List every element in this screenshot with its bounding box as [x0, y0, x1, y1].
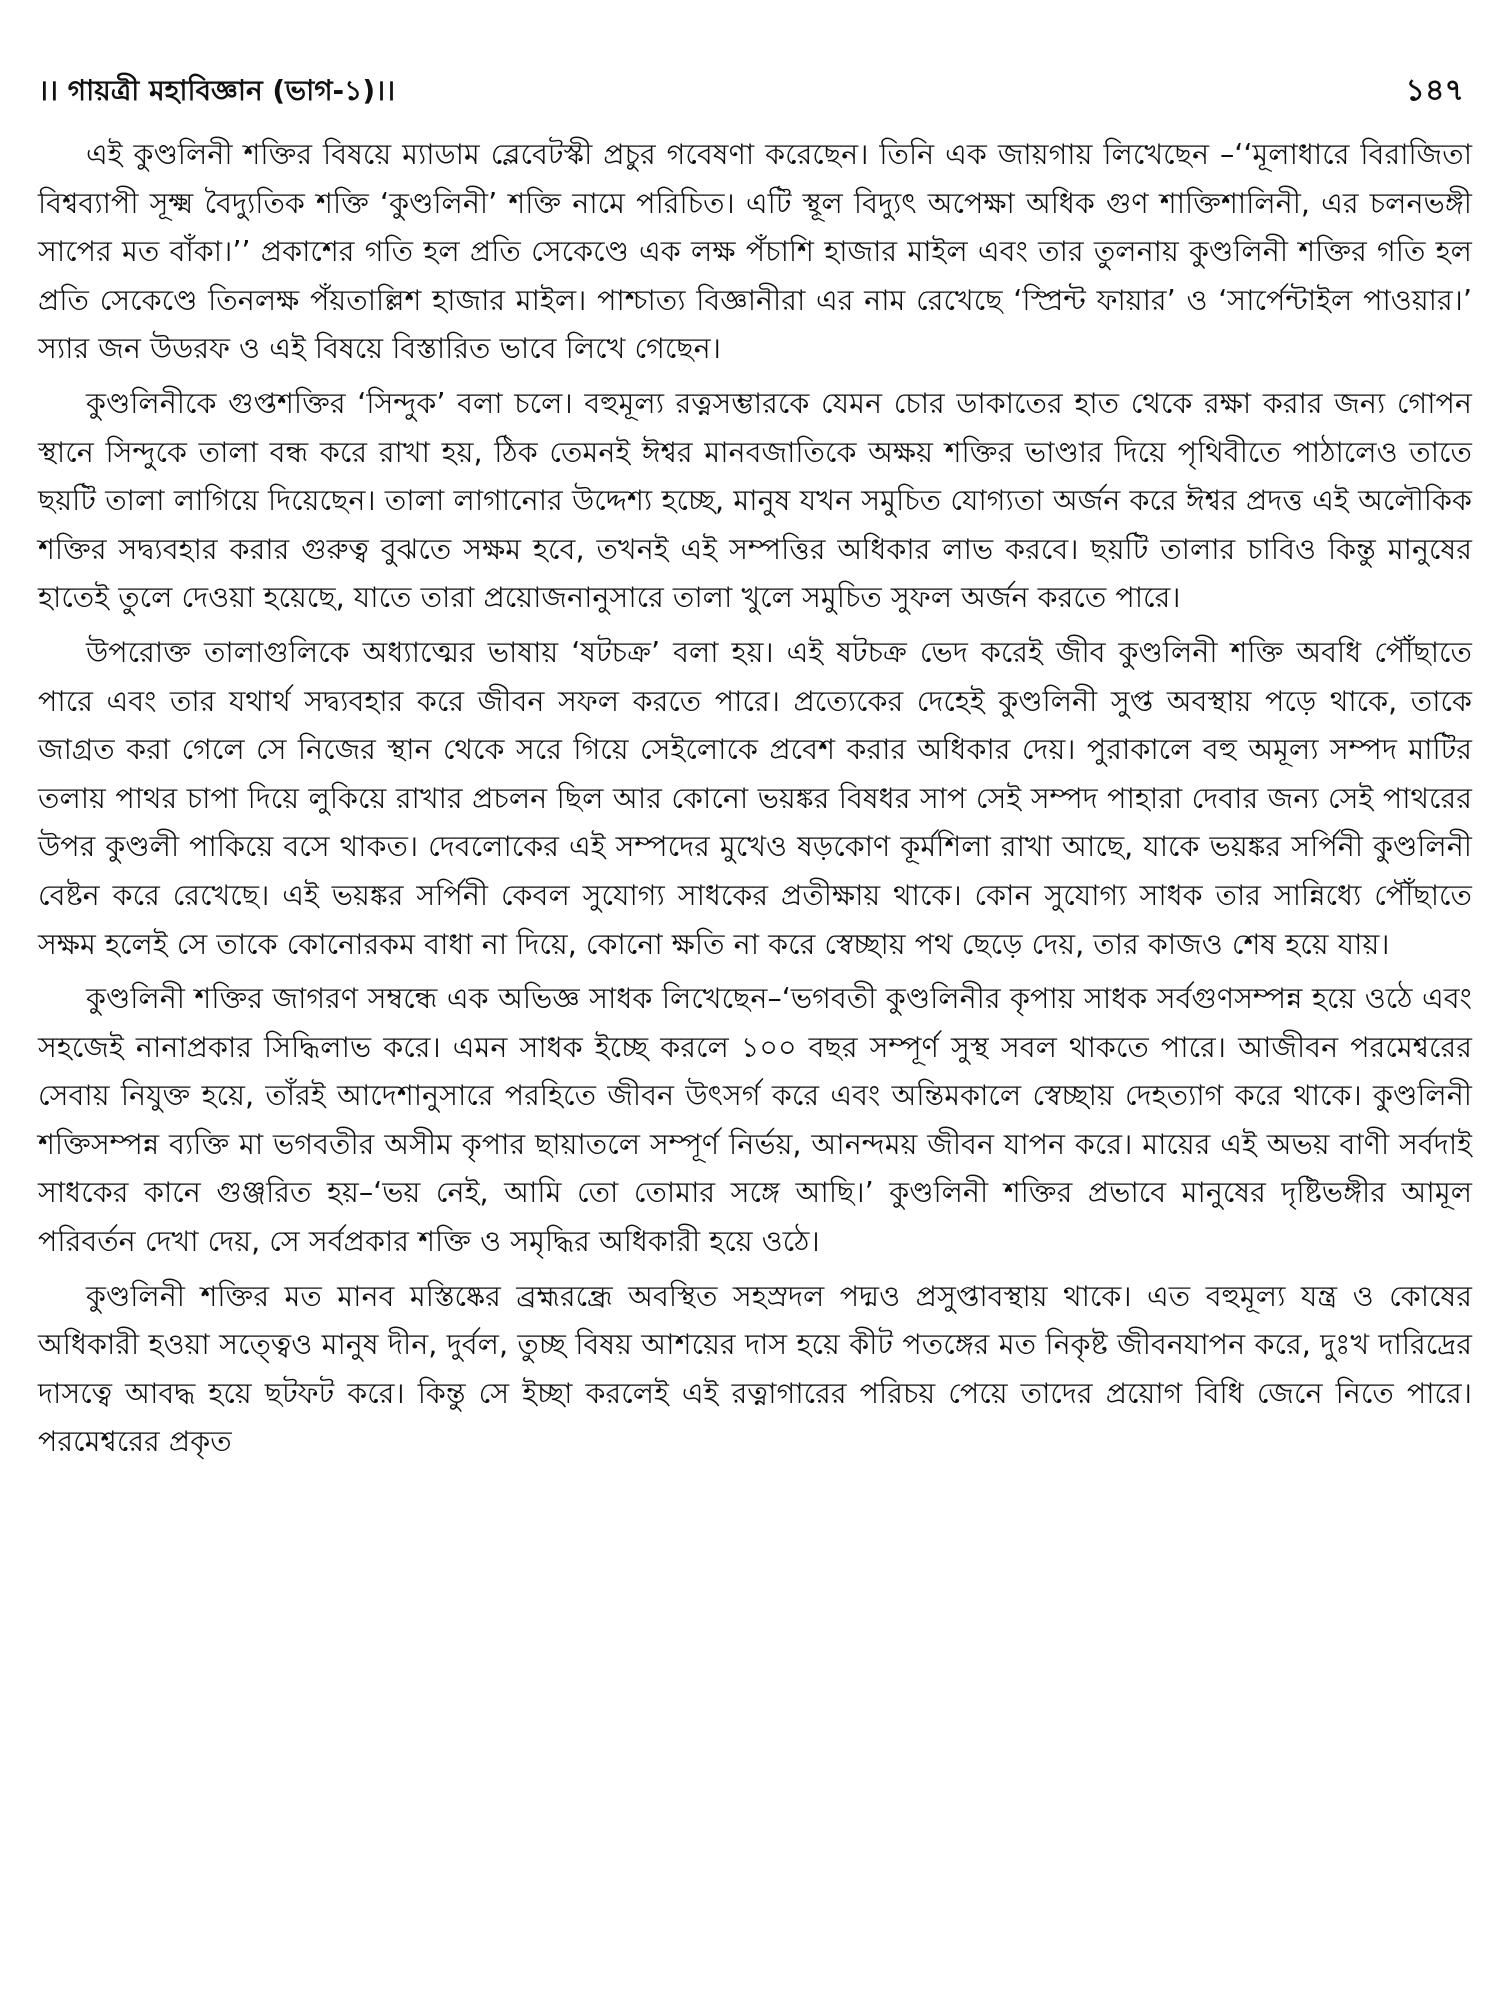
- paragraph-4: কুণ্ডলিনী শক্তির জাগরণ সম্বন্ধে এক অভিজ্ঞ সাধক লিখেছেন–‘ভগবতী কুণ্ডলিনীর কৃপায় সাধক সর্বগুণসম্পন্ন হয়ে ওঠে এবং সহজেই নানাপ্রকার সিদ্ধিলাভ করে। এমন সাধক ইচ্ছে করলে ১০০ বছর সম্পূর্ণ সুস্থ সবল থাকতে পারে। আজীবন পরমেশ্বরের সেবায় নিযুক্ত হয়ে, তাঁরই আদেশানুসারে পরহিতে জীবন উৎসর্গ করে এবং অন্তিমকালে স্বেচ্ছায় দেহত্যাগ করে থাকে। কুণ্ডলিনী শক্তিসম্পন্ন ব্যক্তি মা ভগবতীর অসীম কৃপার ছায়াতলে সম্পূর্ণ নির্ভয়, আনন্দময় জীবন যাপন করে। মায়ের এই অভয় বাণী সর্বদাই সাধকের কানে গুঞ্জরিত হয়–‘ভয় নেই, আমি তো তোমার সঙ্গে আছি।’ কুণ্ডলিনী শক্তির প্রভাবে মানুষের দৃষ্টিভঙ্গীর আমূল পরিবর্তন দেখা দেয়, সে সর্বপ্রকার শক্তি ও সমৃদ্ধির অধিকারী হয়ে ওঠে।: [38, 981, 1472, 1259]
- body-text: [38, 130, 1472, 1466]
- running-header: [38, 66, 1472, 122]
- paragraph-5: কুণ্ডলিনী শক্তির মত মানব মস্তিষ্কের ব্রহ্মরন্ধ্রে অবস্থিত সহস্রদল পদ্মও প্রসুপ্তাবস্থায় থাকে। এত বহুমূল্য যন্ত্র ও কোষের অধিকারী হওয়া সত্ত্বেও মানুষ দীন, দুর্বল, তুচ্ছ বিষয় আশয়ের দাস হয়ে কীট পতঙ্গের মত নিকৃষ্ট জীবনযাপন করে, দুঃখ দারিদ্রের দাসত্বে আবদ্ধ হয়ে ছটফট করে। কিন্তু সে ইচ্ছা করলেই এই রত্নাগারের পরিচয় পেয়ে তাদের প্রয়োগ বিধি জেনে নিতে পারে। পরমেশ্বরের প্রকৃত: [38, 1278, 1472, 1459]
- book-title: ।। গায়ত্রী মহাবিজ্ঞান (ভাগ-১)।।: [38, 74, 396, 107]
- paragraph-2: কুণ্ডলিনীকে গুপ্তশক্তির ‘সিন্দুক’ বলা চলে। বহুমূল্য রত্নসম্ভারকে যেমন চোর ডাকাতের হাত থেকে রক্ষা করার জন্য গোপন স্থানে সিন্দুকে তালা বন্ধ করে রাখা হয়, ঠিক তেমনই ঈশ্বর মানবজাতিকে অক্ষয় শক্তির ভাণ্ডার দিয়ে পৃথিবীতে পাঠালেও তাতে ছয়টি তালা লাগিয়ে দিয়েছেন। তালা লাগানোর উদ্দেশ্য হচ্ছে, মানুষ যখন সমুচিত যোগ্যতা অর্জন করে ঈশ্বর প্রদত্ত এই অলৌকিক শক্তির সদ্ব্যবহার করার গুরুত্ব বুঝতে সক্ষম হবে, তখনই এই সম্পত্তির অধিকার লাভ করবে। ছয়টি তালার চাবিও কিন্তু মানুষের হাতেই তুলে দেওয়া হয়েছে, যাতে তারা প্রয়োজনানুসারে তালা খুলে সমুচিত সুফল অর্জন করতে পারে।: [38, 385, 1472, 615]
- paragraph-3: উপরোক্ত তালাগুলিকে অধ্যাত্মের ভাষায় ‘ষটচক্র’ বলা হয়। এই ষটচক্র ভেদ করেই জীব কুণ্ডলিনী শক্তি অবধি পৌঁছাতে পারে এবং তার যথার্থ সদ্ব্যবহার করে জীবন সফল করতে পারে। প্রত্যেকের দেহেই কুণ্ডলিনী সুপ্ত অবস্থায় পড়ে থাকে, তাকে জাগ্রত করা গেলে সে নিজের স্থান থেকে সরে গিয়ে সেইলোকে প্রবেশ করার অধিকার দেয়। পুরাকালে বহু অমূল্য সম্পদ মাটির তলায় পাথর চাপা দিয়ে লুকিয়ে রাখার প্রচলন ছিল আর কোনো ভয়ঙ্কর বিষধর সাপ সেই সম্পদ পাহারা দেবার জন্য সেই পাথরের উপর কুণ্ডলী পাকিয়ে বসে থাকত। দেবলোকের এই সম্পদের মুখেও ষড়কোণ কূর্মশিলা রাখা আছে, যাকে ভয়ঙ্কর সর্পিনী কুণ্ডলিনী বেষ্টন করে রেখেছে। এই ভয়ঙ্কর সর্পিনী কেবল সুযোগ্য সাধকের প্রতীক্ষায় থাকে। কোন সুযোগ্য সাধক তার সান্নিধ্যে পৌঁছাতে সক্ষম হলেই সে তাকে কোনোরকম বাধা না দিয়ে, কোনো ক্ষতি না করে স্বেচ্ছায় পথ ছেড়ে দেয়, তার কাজও শেষ হয়ে যায়।: [38, 634, 1472, 961]
- paragraph-1: এই কুণ্ডলিনী শক্তির বিষয়ে ম্যাডাম ব্লেবেটস্কী প্রচুর গবেষণা করেছেন। তিনি এক জায়গায় লিখেছেন –‘‘মূলাধারে বিরাজিতা বিশ্বব্যাপী সূক্ষ্ম বৈদ্যুতিক শক্তি ‘কুণ্ডলিনী’ শক্তি নামে পরিচিত। এটি স্থূল বিদ্যুৎ অপেক্ষা অধিক গুণ শাক্তিশালিনী, এর চলনভঙ্গী সাপের মত বাঁকা।’’ প্রকাশের গতি হল প্রতি সেকেণ্ডে এক লক্ষ পঁচাশি হাজার মাইল এবং তার তুলনায় কুণ্ডলিনী শক্তির গতি হল প্রতি সেকেণ্ডে তিনলক্ষ পঁয়তাল্লিশ হাজার মাইল। পাশ্চাত্য বিজ্ঞানীরা এর নাম রেখেছে ‘স্প্রিন্ট ফায়ার’ ও ‘সার্পেন্টাইল পাওয়ার।’ স্যার জন উডরফ ও এই বিষয়ে বিস্তারিত ভাবে লিখে গেছেন।: [38, 137, 1472, 366]
- page-number: ১৪৭: [1405, 73, 1464, 108]
